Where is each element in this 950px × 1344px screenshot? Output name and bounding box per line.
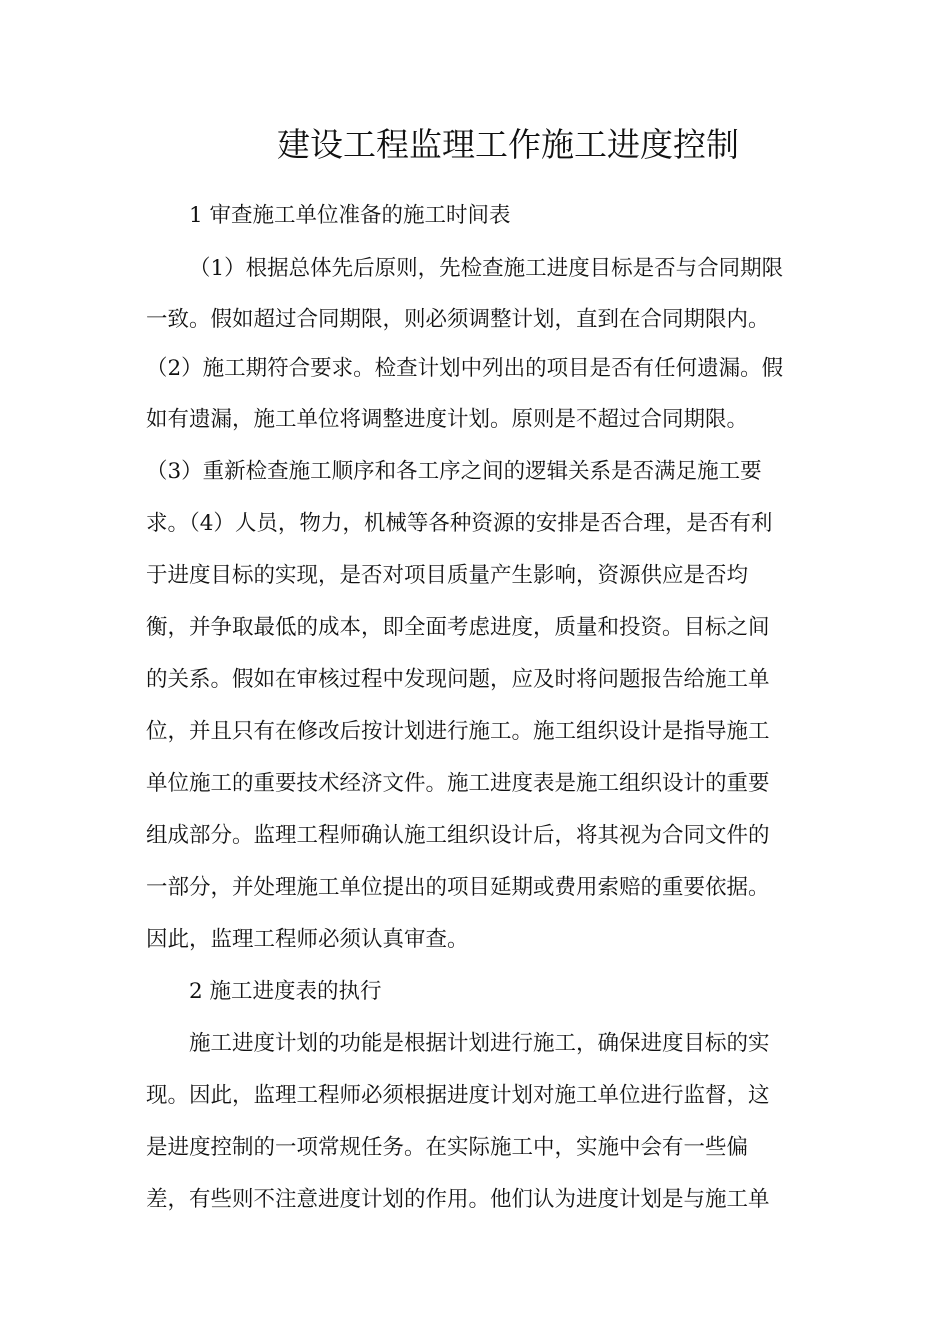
paragraph-line: 的关系。假如在审核过程中发现问题，应及时将问题报告给施工单	[146, 667, 770, 692]
paragraph-line: 现。因此，监理工程师必须根据进度计划对施工单位进行监督，这	[146, 1083, 770, 1108]
paragraph-line: 于进度目标的实现，是否对项目质量产生影响，资源供应是否均	[146, 563, 749, 588]
paragraph-line: 是进度控制的一项常规任务。在实际施工中，实施中会有一些偏	[146, 1135, 749, 1160]
paragraph-line: 差，有些则不注意进度计划的作用。他们认为进度计划是与施工单	[146, 1187, 770, 1212]
paragraph-line: （1）根据总体先后原则，先检查施工进度目标是否与合同期限	[189, 256, 784, 281]
paragraph-line: 衡，并争取最低的成本，即全面考虑进度，质量和投资。目标之间	[146, 615, 770, 640]
paragraph-line: 施工进度计划的功能是根据计划进行施工，确保进度目标的实	[189, 1031, 770, 1056]
document-title: 建设工程监理工作施工进度控制	[277, 125, 739, 164]
paragraph-line: 组成部分。监理工程师确认施工组织设计后，将其视为合同文件的	[146, 823, 770, 848]
paragraph-line: 单位施工的重要技术经济文件。施工进度表是施工组织设计的重要	[146, 771, 770, 796]
paragraph-line: 位，并且只有在修改后按计划进行施工。施工组织设计是指导施工	[146, 719, 770, 744]
section-heading-2: 2 施工进度表的执行	[189, 979, 382, 1004]
paragraph-line: （2）施工期符合要求。检查计划中列出的项目是否有任何遗漏。假	[146, 356, 784, 381]
section-heading-1: 1 审查施工单位准备的施工时间表	[189, 203, 511, 228]
paragraph-line: （3）重新检查施工顺序和各工序之间的逻辑关系是否满足施工要	[146, 459, 762, 484]
paragraph-line: 如有遗漏，施工单位将调整进度计划。原则是不超过合同期限。	[146, 407, 749, 432]
paragraph-line: 因此，监理工程师必须认真审查。	[146, 927, 469, 952]
paragraph-line: 一部分，并处理施工单位提出的项目延期或费用索赔的重要依据。	[146, 875, 770, 900]
paragraph-line: 求。（4）人员，物力，机械等各种资源的安排是否合理，是否有利	[146, 511, 773, 536]
paragraph-line: 一致。假如超过合同期限，则必须调整计划，直到在合同期限内。	[146, 307, 770, 332]
